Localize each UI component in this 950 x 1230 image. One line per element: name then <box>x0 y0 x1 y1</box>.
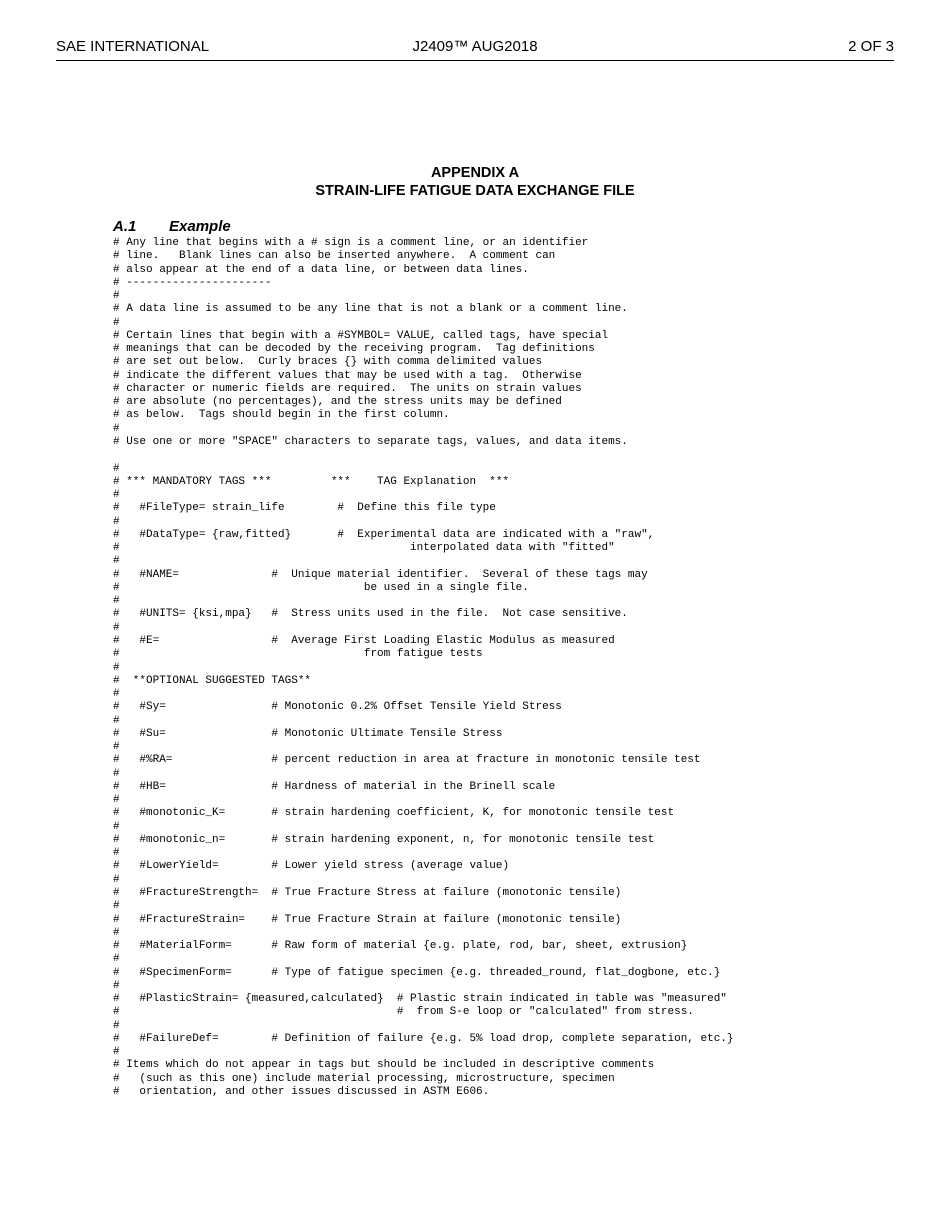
code-line: # #SpecimenForm= # Type of fatigue specimen {e.g. threaded_round, flat_dogbone, etc.} <box>113 966 721 979</box>
section-title: Example <box>169 218 231 235</box>
code-line: # #NAME= # Unique material identifier. Several of these tags may <box>113 568 648 581</box>
code-line: # <box>113 873 120 886</box>
code-line: # #%RA= # percent reduction in area at fracture in monotonic tensile test <box>113 754 701 767</box>
code-line: # #LowerYield= # Lower yield stress (average value) <box>113 860 510 873</box>
code-line: # Any line that begins with a # sign is a comment line, or an identifier <box>113 237 589 249</box>
code-line: # are set out below. Curly braces {} with comma delimited values <box>113 356 543 369</box>
code-line: # meanings that can be decoded by the receiving program. Tag definitions <box>113 343 595 356</box>
code-line: # from fatigue tests <box>113 648 483 661</box>
code-line: # <box>113 688 120 701</box>
code-line: # #FractureStrength= # True Fracture Stress at failure (monotonic tensile) <box>113 887 622 900</box>
code-line: # <box>113 767 120 780</box>
code-line: # be used in a single file. <box>113 581 529 594</box>
code-line: # <box>113 847 120 860</box>
code-line: # <box>113 926 120 939</box>
code-line: # #FailureDef= # Definition of failure {e.g. 5% load drop, complete separation, etc.} <box>113 1032 734 1045</box>
code-line: # <box>113 979 120 992</box>
code-line: # #MaterialForm= # Raw form of material {e.g. plate, rod, bar, sheet, extrusion} <box>113 940 688 953</box>
code-line: # <box>113 462 120 475</box>
code-line: # *** MANDATORY TAGS *** *** TAG Explanation *** <box>113 475 510 488</box>
code-line: # Certain lines that begin with a #SYMBOL= VALUE, called tags, have special <box>113 329 609 342</box>
code-line: # <box>113 515 120 528</box>
section-heading <box>113 218 231 235</box>
appendix-heading <box>0 164 950 200</box>
code-line: # Use one or more "SPACE" characters to separate tags, values, and data items. <box>113 435 628 448</box>
code-line: # #Su= # Monotonic Ultimate Tensile Stress <box>113 727 503 740</box>
code-line: # #DataType= {raw,fitted} # Experimental data are indicated with a "raw", <box>113 528 655 541</box>
code-line: # <box>113 661 120 674</box>
appendix-subtitle: STRAIN-LIFE FATIGUE DATA EXCHANGE FILE <box>315 183 635 199</box>
code-line: # #PlasticStrain= {measured,calculated} # Plastic strain indicated in table was "measured" <box>113 993 727 1006</box>
code-line: # # from S-e loop or "calculated" from stress. <box>113 1006 694 1019</box>
code-line: # <box>113 714 120 727</box>
header-organization: SAE INTERNATIONAL <box>56 38 210 55</box>
code-line: # <box>113 741 120 754</box>
code-line: # #monotonic_n= # strain hardening exponent, n, for monotonic tensile test <box>113 833 655 846</box>
code-line: # are absolute (no percentages), and the stress units may be defined <box>113 396 562 409</box>
code-line: # <box>113 1019 120 1032</box>
header-page-number: 2 OF 3 <box>848 38 894 55</box>
code-line: # <box>113 820 120 833</box>
code-line: # <box>113 1046 120 1059</box>
code-line: # also appear at the end of a data line, or between data lines. <box>113 263 529 276</box>
code-line: # (such as this one) include material processing, microstructure, specimen <box>113 1072 615 1085</box>
appendix-title: APPENDIX A <box>430 165 520 181</box>
code-line: # A data line is assumed to be any line that is not a blank or a comment line. <box>113 303 628 316</box>
code-line: # orientation, and other issues discussed in ASTM E606. <box>113 1086 490 1098</box>
code-line: # #monotonic_K= # strain hardening coefficient, K, for monotonic tensile test <box>113 807 675 820</box>
code-line: # <box>113 555 120 568</box>
code-line: # **OPTIONAL SUGGESTED TAGS** <box>113 674 312 687</box>
code-line <box>113 449 734 462</box>
header-document-id: J2409™ AUG2018 <box>412 38 538 55</box>
code-line: # ---------------------- <box>113 276 272 289</box>
code-line: # <box>113 595 120 608</box>
code-line: # indicate the different values that may be used with a tag. Otherwise <box>113 369 582 382</box>
code-line: # #UNITS= {ksi,mpa} # Stress units used in the file. Not case sensitive. <box>113 608 628 621</box>
code-line: # #FractureStrain= # True Fracture Strain at failure (monotonic tensile) <box>113 913 622 926</box>
code-line: # Items which do not appear in tags but should be included in descriptive comments <box>113 1059 655 1072</box>
code-line: # <box>113 900 120 913</box>
code-line: # #E= # Average First Loading Elastic Modulus as measured <box>113 634 615 647</box>
code-line: # #FileType= strain_life # Define this file type <box>113 502 496 515</box>
code-line: # <box>113 953 120 966</box>
code-line: # character or numeric fields are required. The units on strain values <box>113 382 582 395</box>
code-line: # <box>113 794 120 807</box>
code-line: # as below. Tags should begin in the first column. <box>113 409 450 422</box>
code-line: # <box>113 489 120 502</box>
code-line: # <box>113 290 120 303</box>
section-number: A.1 <box>113 218 137 235</box>
page-header <box>56 38 894 61</box>
example-code-block <box>113 237 734 1099</box>
code-line: # #HB= # Hardness of material in the Brinell scale <box>113 780 556 793</box>
code-line: # <box>113 316 120 329</box>
code-line: # interpolated data with "fitted" <box>113 542 615 555</box>
code-line: # <box>113 621 120 634</box>
code-line: # <box>113 422 120 435</box>
code-line: # line. Blank lines can also be inserted anywhere. A comment can <box>113 250 556 263</box>
code-line: # #Sy= # Monotonic 0.2% Offset Tensile Yield Stress <box>113 701 562 714</box>
